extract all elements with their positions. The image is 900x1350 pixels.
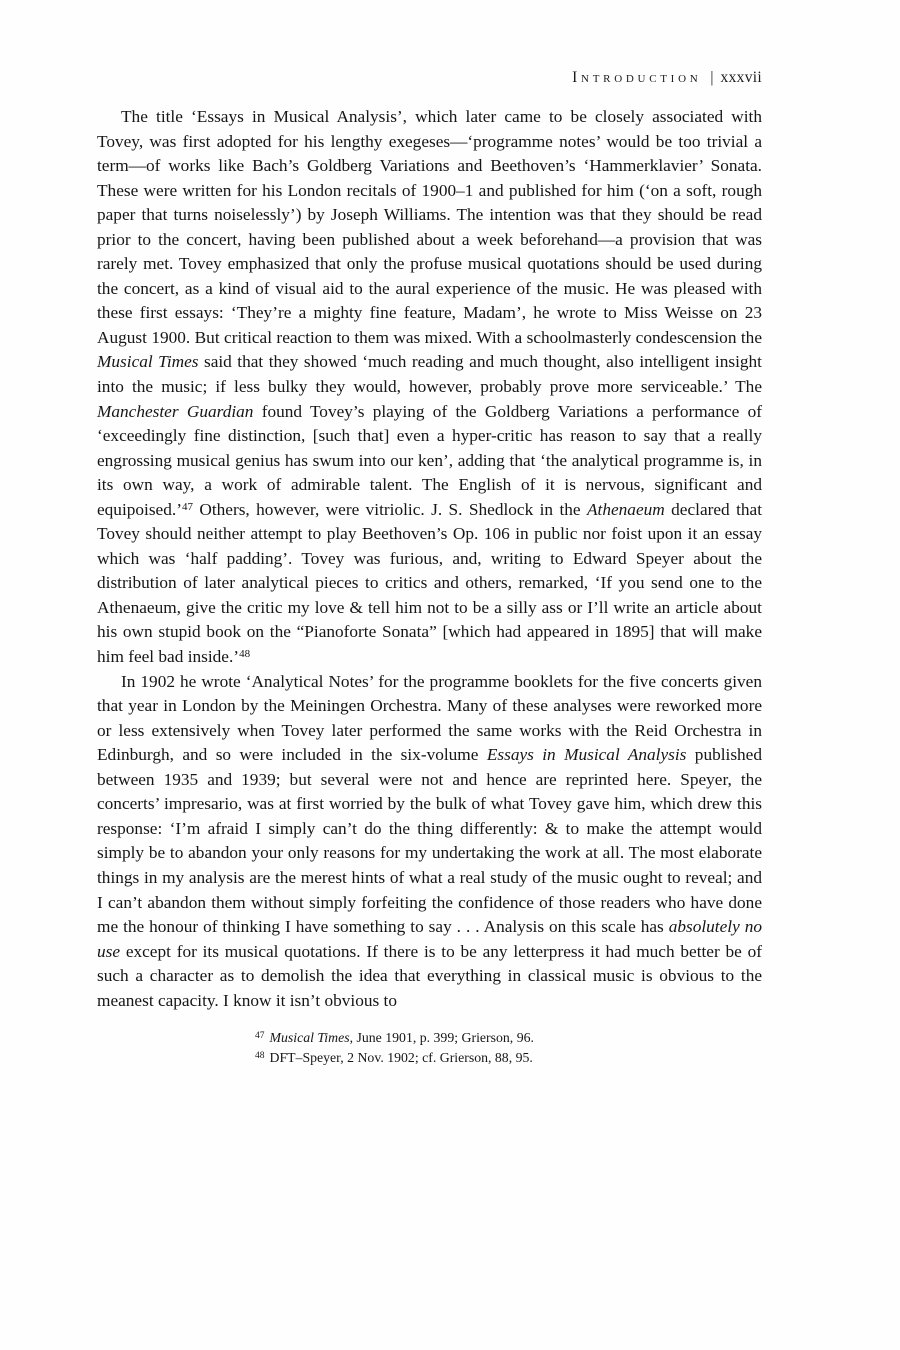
italic-text: Essays in Musical Analysis	[486, 745, 687, 765]
footnote-number: 47	[255, 1030, 265, 1041]
text-run: except for its musical quotations. If there is to be any letterpress it had much better be of such a character as to demolish the idea that everything in classical music is obvious to the meanest capacity. I know it isn’t obvious to	[97, 941, 762, 1010]
text-run: published between 1935 and 1939; but several were not and hence are reprinted here. Speyer, the concerts’ impresario, was at first worried by the bulk of what Tovey gave him, which drew this response: ‘I’m afraid I simply can’t do the thing differently: & to make the attempt would simply be to abandon your only reasons for my undertaking the work at all. The most elaborate things in my analysis are the merest hints of what a real study of the music ought to reveal; and I can’t abandon them without simply forfeiting the confidence of those readers who have done me the honour of thinking I have something to say . . . Analysis on this scale has	[97, 745, 762, 937]
text-run: In 1902 he wrote ‘Analytical Notes’ for the programme booklets for the five concerts given that year in London by the Meiningen Orchestra. Many of these analyses were reworked more or less extensively when Tovey later performed the same works with the Reid Orchestra in Edinburgh, and so were included in the six-volume	[97, 671, 762, 765]
text-run: declared that Tovey should neither attempt to play Beethoven’s Op. 106 in public nor foist upon it an essay which was ‘half padding’. Tovey was furious, and, writing to Edward Speyer about the distribution of later analytical pieces to critics and others, remarked, ‘If you send one to the Athenaeum, give the critic my love & tell him not to be a silly ass or I’ll write an article about his own stupid book on the “Pianoforte Sonata” [which had appeared in 1895] that will make him feel bad inside.’	[97, 499, 762, 667]
footnote	[255, 1028, 762, 1048]
footnote-number: 48	[255, 1050, 265, 1061]
footnote-marker: 47	[181, 500, 193, 513]
text-run: said that they showed ‘much reading and much thought, also intelligent insight into the music; if less bulky they would, however, probably prove more serviceable.’ The	[97, 352, 762, 397]
body-paragraph	[97, 105, 762, 670]
italic-text: Musical Times	[269, 1030, 350, 1046]
running-header	[97, 68, 762, 88]
footnote-marker: 48	[239, 648, 251, 661]
italic-text: Manchester Guardian	[97, 401, 254, 421]
body-text	[97, 105, 762, 1013]
text-run: The title ‘Essays in Musical Analysis’, which later came to be closely associated with Tovey, was first adopted for his lengthy exegeses—‘programme notes’ would be too trivial a term—of works like Bach’s Goldberg Variations and Beethoven’s ‘Hammerklavier’ Sonata. These were written for his London recitals of 1900–1 and published for him (‘on a soft, rough paper that turns noiselessly’) by Joseph Williams. The intention was that they should be read prior to the concert, having been published about a week beforehand—a provision that was rarely met. Tovey emphasized that only the profuse musical quotations should be used during the concert, as a kind of visual aid to the aural experience of the music. He was pleased with these first essays: ‘They’re a mighty fine feature, Madam’, he wrote to Miss Weisse on 23 August 1900. But critical reaction to them was mixed. With a schoolmasterly condescension the	[97, 107, 762, 347]
section-title: Introduction	[572, 69, 702, 86]
header-separator: |	[710, 69, 714, 86]
text-run: Others, however, were vitriolic. J. S. Shedlock in the	[192, 499, 587, 519]
italic-text: Athenaeum	[587, 499, 665, 519]
footnote	[255, 1048, 762, 1068]
body-paragraph	[97, 670, 762, 1014]
italic-text: Musical Times	[97, 352, 199, 372]
page-number: xxxvii	[720, 69, 762, 86]
footnotes	[255, 1028, 762, 1067]
italic-text: absolutely no use	[97, 917, 762, 961]
text-run: DFT–Speyer, 2 Nov. 1902; cf. Grierson, 88, 95.	[269, 1049, 533, 1065]
text-run: , June 1901, p. 399; Grierson, 96.	[349, 1030, 534, 1046]
text-run: found Tovey’s playing of the Goldberg Variations a performance of ‘exceedingly fine distinction, [such that] even a hyper-critic has reason to say that a really engrossing musical genius has swum into our ken’, adding that ‘the analytical programme is, in its own way, a work of admirable talent. The English of it is nervous, significant and equipoised.’	[97, 401, 763, 519]
